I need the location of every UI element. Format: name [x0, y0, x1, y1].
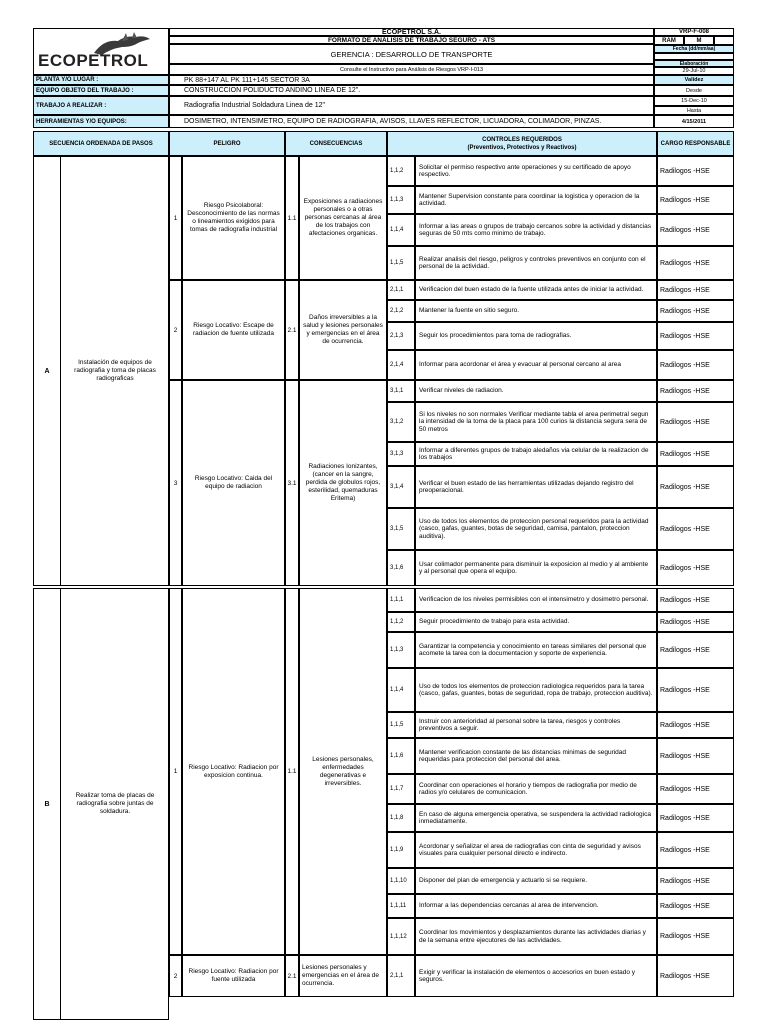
hasta-date: 4/15/2011: [654, 115, 734, 128]
trabajo-label: TRABAJO A REALIZAR :: [33, 96, 169, 115]
control-id: 1,1,12: [387, 918, 415, 955]
control-cargo: Radilogos -HSE: [657, 712, 734, 738]
control-cargo: Radilogos -HSE: [657, 402, 734, 442]
control-cargo: Radilogos -HSE: [657, 156, 734, 186]
control-cargo: Radilogos -HSE: [657, 380, 734, 402]
equipo-label: EQUIPO OBJETO DEL TRABAJO :: [33, 85, 169, 96]
control-cargo: Radilogos -HSE: [657, 738, 734, 774]
consequence-text: Radiaciones Ionizantes, (cancer en la sangre, perdida de globulos rojos, esterilidad, quemaduras Eritema): [299, 380, 387, 586]
step-a-letter: A: [33, 156, 61, 586]
control-cargo: Radilogos -HSE: [657, 214, 734, 246]
control-id: 3,1,2: [387, 402, 415, 442]
control-text: Mantener Supervision constante para coordinar la logistica y operacion de la actividad.: [415, 186, 657, 214]
consult-note: Consulte el Instructivo para Análisis de Riesgos VRP-I-013: [169, 64, 654, 75]
controles-subtitle: (Preventivos, Protectivos y Reactivos): [467, 145, 577, 151]
hazard-num: 3: [169, 380, 182, 586]
control-id: 1,1,3: [387, 632, 415, 668]
control-text: Verificar niveles de radiacion.: [415, 380, 657, 402]
control-text: Coordinar con operaciones el horario y tiempos de radiografia por medio de radios y/o celulares de comunicacion.: [415, 774, 657, 804]
control-text: Verificacion de los niveles permisibles con el intensimetro y dosimetro personal.: [415, 588, 657, 612]
control-id: 2,1,4: [387, 350, 415, 380]
herramientas-value: DOSIMETRO, INTENSIMETRO, EQUIPO DE RADIOGRAFIA, AVISOS, LLAVES REFLECTOR, LICUADORA, COLIMADOR, PINZAS.: [169, 115, 654, 128]
control-id: 2,1,1: [387, 280, 415, 300]
consequence-num: 2.1: [285, 955, 299, 997]
control-id: 2,1,1: [387, 955, 415, 997]
control-id: 1,1,2: [387, 156, 415, 186]
form-code: VRP-F-008: [654, 28, 734, 36]
control-id: 1,1,3: [387, 186, 415, 214]
control-id: 3,1,3: [387, 442, 415, 466]
control-cargo: Radilogos -HSE: [657, 588, 734, 612]
control-cargo: Radilogos -HSE: [657, 868, 734, 894]
equipo-value: CONSTRUCCION POLIDUCTO ANDINO LINEA DE 12".: [169, 85, 654, 96]
format-title: FORMATO DE ANÁLISIS DE TRABAJO SEGURO - ATS: [169, 36, 654, 44]
control-id: 1,1,8: [387, 804, 415, 832]
control-text: Mantener verificacion constante de las distancias minimas de seguridad requeridas para proteccion del personal del area.: [415, 738, 657, 774]
hazard-text: Riesgo Locativo: Radiacion por fuente utilizada: [182, 955, 285, 997]
control-id: 1,1,4: [387, 668, 415, 712]
control-cargo: Radilogos -HSE: [657, 442, 734, 466]
control-cargo: Radilogos -HSE: [657, 186, 734, 214]
control-id: 3,1,6: [387, 550, 415, 586]
herramientas-label: HERRAMIENTAS Y/O EQUIPOS:: [33, 115, 169, 128]
control-text: Uso de todos los elementos de proteccion personal requeridos para la actividad (casco, gafas, guantes, botas de seguridad, camisa, pantalon, proteccion auditiva).: [415, 508, 657, 550]
step-a-text: Instalación de equipos de radiografia y toma de placas radiograficas: [74, 359, 156, 382]
step-b-text: Realizar toma de placas de radiografia sobre juntas de soldadura.: [75, 792, 155, 815]
control-id: 1,1,5: [387, 712, 415, 738]
control-id: 2,1,2: [387, 300, 415, 322]
step-b-row: [33, 588, 169, 1020]
hazard-num: 1: [169, 156, 182, 280]
control-text: Informar a diferentes grupos de trabajo aledaños via celular de la realizacion de los trabajos: [415, 442, 657, 466]
consequence-text: Daños irreversibles a la salud y lesiones personales y emergencias en el área de ocurrencia.: [299, 280, 387, 380]
ram-blank: [714, 36, 734, 45]
control-cargo: Radilogos -HSE: [657, 804, 734, 832]
control-text: Si los niveles no son normales Verificar mediante tabla el area perimetral segun la intensidad de la toma de la placa para 100 curios la distancia segura sera de 50 metros: [415, 402, 657, 442]
control-cargo: Radilogos -HSE: [657, 508, 734, 550]
control-text: Coordinar los movimientos y desplazamientos durante las actividades diarias y de la semana entre ejecutores de las actividades.: [415, 918, 657, 955]
consequence-num: 1.1: [285, 156, 299, 280]
company-name: ECOPETROL S.A.: [169, 28, 654, 36]
trabajo-value: Radiografia Industrial Soldadura Linea de 12": [169, 96, 654, 115]
planta-label: PLANTA Y/O LUGAR :: [33, 75, 169, 85]
control-cargo: Radilogos -HSE: [657, 300, 734, 322]
gerencia: GERENCIA : DESARROLLO DE TRANSPORTE: [169, 44, 654, 64]
control-cargo: Radilogos -HSE: [657, 632, 734, 668]
control-cargo: Radilogos -HSE: [657, 280, 734, 300]
control-text: Verificar el buen estado de las herramientas utilizadas dejando registro del preoperacional.: [415, 466, 657, 508]
hazard-num: 2: [169, 280, 182, 380]
col-header-controles: [387, 131, 657, 156]
col-header-consecuencias: CONSECUENCIAS: [285, 131, 387, 156]
control-cargo: Radilogos -HSE: [657, 955, 734, 997]
desde-label: Desde: [654, 85, 734, 96]
control-id: 1,1,6: [387, 738, 415, 774]
control-id: 1,1,4: [387, 214, 415, 246]
control-cargo: Radilogos -HSE: [657, 832, 734, 868]
logo-box: [33, 28, 169, 75]
control-text: Informar a las dependencias cercanas al area de intervencion.: [415, 894, 657, 918]
control-cargo: Radilogos -HSE: [657, 246, 734, 280]
control-cargo: Radilogos -HSE: [657, 550, 734, 586]
control-id: 1,1,7: [387, 774, 415, 804]
control-text: Disponer del plan de emergencia y actuarlo si se requiere.: [415, 868, 657, 894]
ram-value: M: [684, 36, 714, 45]
control-id: 3,1,5: [387, 508, 415, 550]
control-id: 3,1,1: [387, 380, 415, 402]
hazard-text: Riesgo Locativo: Escape de radiacion de fuente utilizada: [182, 280, 285, 380]
col-header-peligro: PELIGRO: [169, 131, 285, 156]
hazard-text: Riesgo Locativo: Caida del equipo de radiacion: [182, 380, 285, 586]
consequence-text: Lesiones personales y emergencias en el área de ocurrencia.: [299, 955, 387, 997]
control-text: Informar para acordonar el área y evacuar al personal cercano al area: [415, 350, 657, 380]
validez-label: Validez: [654, 75, 734, 85]
control-id: 1,1,10: [387, 868, 415, 894]
control-text: Uso de todos los elementos de proteccion radiologica requeridos para la tarea (casco, gafas, guantes, botas de seguridad, ropa de trabajo, proteccion auditiva).: [415, 668, 657, 712]
consequence-num: 2.1: [285, 280, 299, 380]
fecha-label: Fecha (dd/mm/aa): [654, 45, 734, 53]
control-id: 1,1,11: [387, 894, 415, 918]
elaboracion-date: 29-Jul-10: [654, 67, 734, 75]
control-text: Seguir los procedimientos para toma de radiografias.: [415, 322, 657, 350]
control-text: Acordonar y señalizar el area de radiografias con cinta de seguridad y avisos visuales para cualquier personal directo e indirecto.: [415, 832, 657, 868]
control-text: Informar a las areas o grupos de trabajo cercanos sobre la actividad y distancias seguras de 50 mts como minimo de trabajo.: [415, 214, 657, 246]
step-b-letter: B: [33, 588, 61, 1020]
planta-value: PK 88+147 AL PK 111+145 SECTOR 3A: [169, 75, 654, 85]
consequence-text: Lesiones personales, enfermedades degenerativas e irreversibles.: [299, 588, 387, 955]
control-cargo: Radilogos -HSE: [657, 668, 734, 712]
control-text: Exigir y verificar la instalación de elementos o accesorios en buen estado y seguros.: [415, 955, 657, 997]
hazard-text: Riesgo Locativo: Radiacion por exposicion continua.: [182, 588, 285, 955]
consequence-num: 1.1: [285, 588, 299, 955]
control-text: Realizar analisis del riesgo, peligros y controles preventivos en conjunto con el personal de la actividad.: [415, 246, 657, 280]
col-header-cargo: CARGO RESPONSABLE: [657, 131, 734, 156]
blank-row: [654, 53, 734, 60]
control-id: 2,1,3: [387, 322, 415, 350]
control-cargo: Radilogos -HSE: [657, 322, 734, 350]
controles-title: CONTROLES REQUERIDOS: [482, 137, 562, 143]
hazard-text: Riesgo Psicolaboral: Desconocimiento de las normas o lineamientos exigidos para tomas de radiografia industrial: [182, 156, 285, 280]
control-cargo: Radilogos -HSE: [657, 612, 734, 632]
hasta-label: Hasta: [654, 106, 734, 115]
desde-date: 15-Dec-10: [654, 96, 734, 106]
logo-text: ECOPETROL: [38, 51, 149, 70]
col-header-secuencia: SECUENCIA ORDENADA DE PASOS: [33, 131, 169, 156]
control-id: 1,1,2: [387, 612, 415, 632]
control-text: Mantener la fuente en sitio seguro.: [415, 300, 657, 322]
control-text: Instruir con anterioridad al personal sobre la tarea, riesgos y controles preventivos a seguir.: [415, 712, 657, 738]
control-text: Solicitar el permiso respectivo ante operaciones y su certificado de apoyo respectivo.: [415, 156, 657, 186]
control-id: 1,1,1: [387, 588, 415, 612]
elaboracion-label: Elaboración: [654, 60, 734, 67]
hazard-num: 1: [169, 588, 182, 955]
control-id: 1,1,5: [387, 246, 415, 280]
control-cargo: Radilogos -HSE: [657, 918, 734, 955]
control-cargo: Radilogos -HSE: [657, 774, 734, 804]
control-text: Garantizar la competencia y conocimiento en tareas similares del personal que acomete la tarea con la documentacion y soporte de experiencia.: [415, 632, 657, 668]
control-id: 3,1,4: [387, 466, 415, 508]
control-cargo: Radilogos -HSE: [657, 350, 734, 380]
control-text: Seguir procedimiento de trabajo para esta actividad.: [415, 612, 657, 632]
consequence-text: Exposiciones a radiaciones personales o a otras personas cercanas al área de los trabajos con afectaciones organicas.: [299, 156, 387, 280]
control-cargo: Radilogos -HSE: [657, 466, 734, 508]
control-text: En caso de alguna emergencia operativa, se suspendera la actividad radiologica inmediatamente.: [415, 804, 657, 832]
control-text: Verificacion del buen estado de la fuente utilizada antes de iniciar la actividad.: [415, 280, 657, 300]
control-id: 1,1,9: [387, 832, 415, 868]
control-text: Usar colimador permanente para disminuir la exposicion al medio y al ambiente y al personal que opera el equipo.: [415, 550, 657, 586]
consequence-num: 3.1: [285, 380, 299, 586]
ram-label: RAM: [654, 36, 684, 45]
step-a-row: [33, 156, 169, 586]
control-cargo: Radilogos -HSE: [657, 894, 734, 918]
hazard-num: 2: [169, 955, 182, 997]
